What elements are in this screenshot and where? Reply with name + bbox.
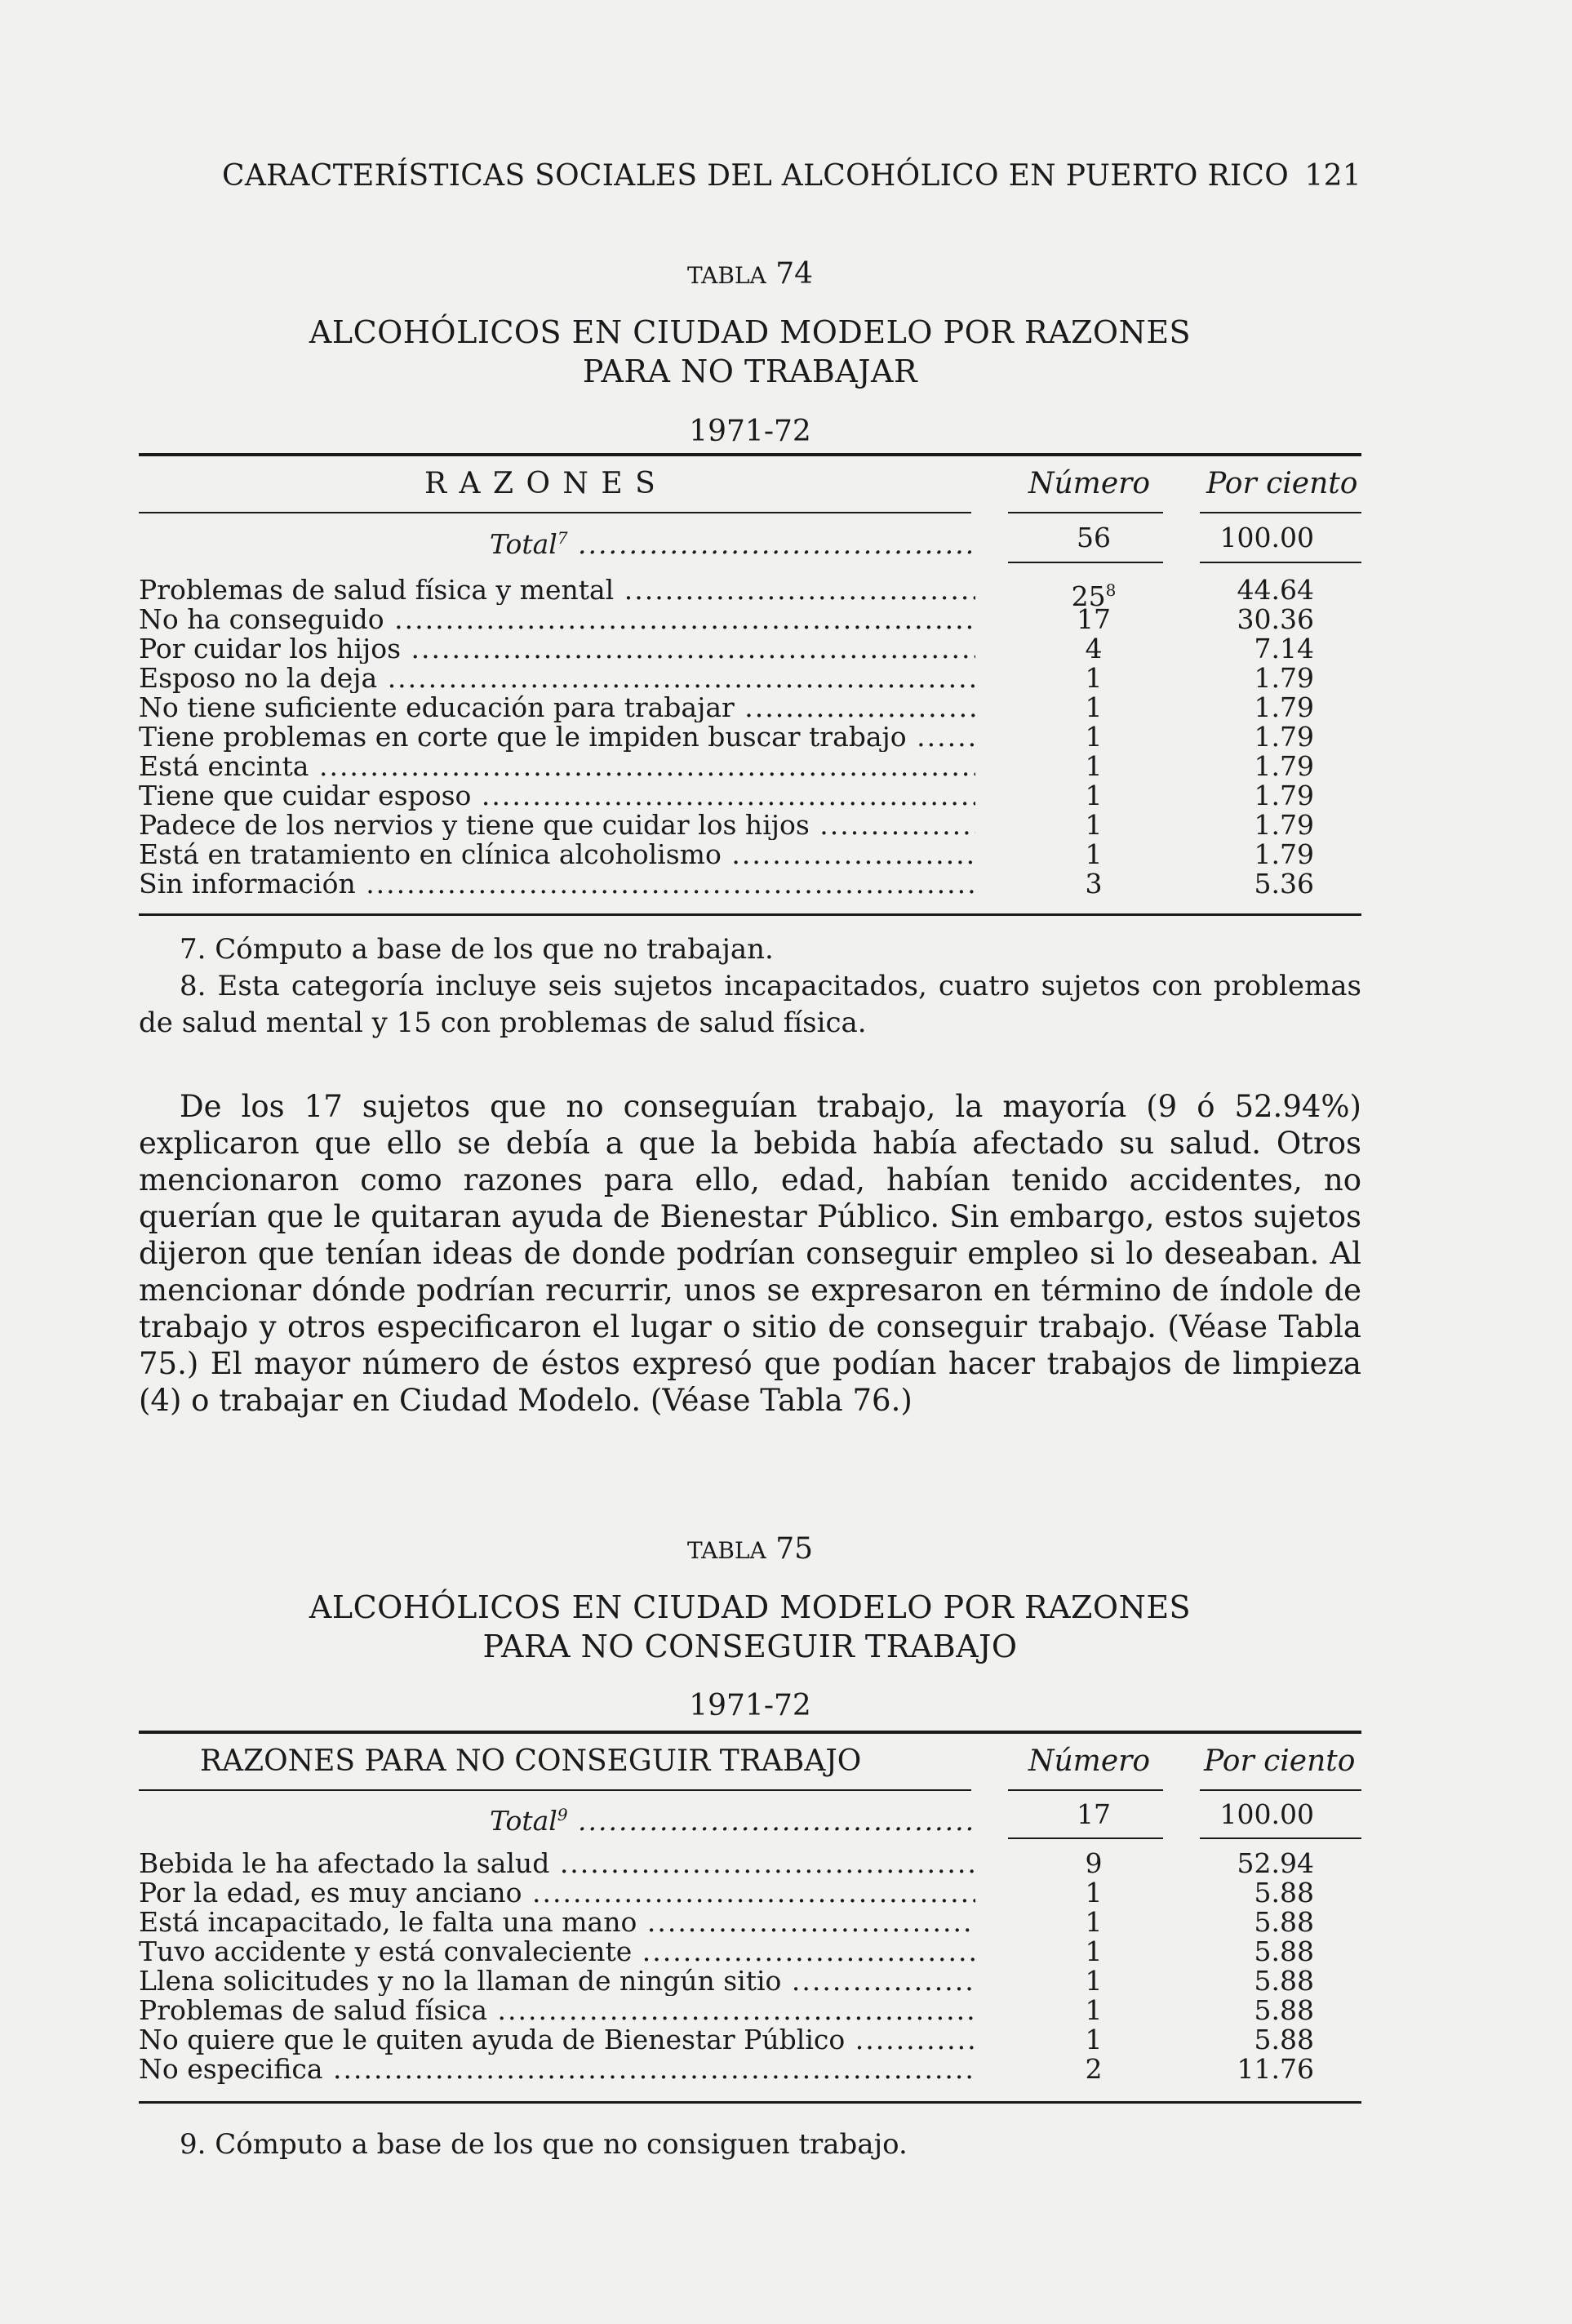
table-year: 1971-72 bbox=[689, 415, 811, 448]
table-row: Tiene que cuidar esposo ..... 1 1.79 bbox=[139, 781, 1361, 811]
rule bbox=[1008, 512, 1163, 513]
rule bbox=[1200, 562, 1361, 563]
column-header-reasons: RAZONES PARA NO CONSEGUIR TRABAJO bbox=[200, 1744, 862, 1778]
footnotes bbox=[139, 2126, 1361, 2163]
table-row: No tiene suficiente educación para trabajar ..... 1 1.79 bbox=[139, 693, 1361, 722]
table-title-line-2: PARA NO CONSEGUIR TRABAJO bbox=[482, 1629, 1018, 1664]
rule bbox=[1200, 1837, 1361, 1839]
column-header-reasons: R A Z O N E S bbox=[424, 467, 657, 500]
table-row: Bebida le ha afectado la salud ..... 9 52.94 bbox=[139, 1849, 1361, 1878]
column-header-number: Número bbox=[1028, 1744, 1151, 1778]
table-row: No quiere que le quiten ayuda de Bienestar Público ..... 1 5.88 bbox=[139, 2025, 1361, 2055]
total-row: Total$^9$ ..... 17 100.00 bbox=[139, 1800, 1361, 1829]
table-year: 1971-72 bbox=[689, 1689, 811, 1722]
table-label: TABLA 74 bbox=[686, 257, 814, 291]
footnote-9: 9. Cómputo a base de los que no consiguen trabajo. bbox=[180, 2128, 908, 2161]
table-row: Problemas de salud física ..... 1 5.88 bbox=[139, 1996, 1361, 2025]
table-row: No especifica ..... 2 11.76 bbox=[139, 2055, 1361, 2084]
table-row: Está en tratamiento en clínica alcoholismo ..... 1 1.79 bbox=[139, 840, 1361, 869]
rule bbox=[1008, 1837, 1163, 1839]
table-row: Llena solicitudes y no la llaman de ningún sitio ..... 1 5.88 bbox=[139, 1966, 1361, 1996]
footnotes bbox=[139, 931, 1361, 1042]
table-row: Tuvo accidente y está convaleciente ..... 1 5.88 bbox=[139, 1937, 1361, 1966]
rule bbox=[1200, 1789, 1361, 1791]
table-label: TABLA 75 bbox=[686, 1532, 814, 1566]
footnote-8: 8. Esta categoría incluye seis sujetos incapacitados, cuatro sujetos con problemas de salud mental y 15 con problemas de salud física. bbox=[139, 970, 1361, 1039]
paragraph: De los 17 sujetos que no conseguían trabajo, la mayoría (9 ó 52.94%) explicaron que ello se debía a que la bebida había afectado su salud. Otros mencionaron como razones para ello, edad, habían tenido accidentes, no querían que le quitaran ayuda de Bienestar Público. Sin embargo, estos sujetos dijeron que tenían ideas de donde podrían conseguir empleo si lo deseaban. Al mencionar dónde podrían recurrir, unos se expresaron en término de índole de trabajo y otros especificaron el lugar o sitio de conseguir trabajo. (Véase Tabla 75.) El mayor número de éstos expresó que podían hacer trabajos de limpieza (4) o trabajar en Ciudad Modelo. (Véase Tabla 76.) bbox=[139, 1089, 1361, 1418]
table-row: Por la edad, es muy anciano ..... 1 5.88 bbox=[139, 1878, 1361, 1908]
table-title-line-1: ALCOHÓLICOS EN CIUDAD MODELO POR RAZONES bbox=[309, 314, 1192, 350]
table-title-line-1: ALCOHÓLICOS EN CIUDAD MODELO POR RAZONES bbox=[309, 1589, 1192, 1625]
rule bbox=[139, 512, 971, 513]
rule bbox=[1008, 1789, 1163, 1791]
table-title-line-2: PARA NO TRABAJAR bbox=[582, 353, 918, 389]
table-row: Está incapacitado, le falta una mano ..... 1 5.88 bbox=[139, 1908, 1361, 1937]
column-header-number: Número bbox=[1028, 467, 1151, 500]
top-rule bbox=[139, 1731, 1361, 1734]
total-row: Total$^7$ ..... 56 100.00 bbox=[139, 523, 1361, 553]
table-row: No ha conseguido ..... 17 30.36 bbox=[139, 605, 1361, 634]
rule bbox=[139, 1789, 971, 1791]
footnote-7: 7. Cómputo a base de los que no trabajan. bbox=[180, 933, 774, 966]
rule bbox=[1200, 512, 1361, 513]
table-row: Tiene problemas en corte que le impiden buscar trabajo ..... 1 1.79 bbox=[139, 722, 1361, 752]
table-row: Problemas de salud física y mental ..... $25^8$ 44.64 bbox=[139, 575, 1361, 605]
running-title: CARACTERÍSTICAS SOCIALES DEL ALCOHÓLICO EN PUERTO RICO bbox=[222, 159, 1290, 193]
bottom-rule bbox=[139, 913, 1361, 916]
column-header-percent: Por ciento bbox=[1206, 467, 1358, 500]
table-title bbox=[139, 1588, 1361, 1666]
table-row: Padece de los nervios y tiene que cuidar los hijos ..... 1 1.79 bbox=[139, 811, 1361, 840]
column-header-percent: Por ciento bbox=[1204, 1744, 1356, 1778]
table-row: Por cuidar los hijos ..... 4 7.14 bbox=[139, 634, 1361, 664]
top-rule bbox=[139, 453, 1361, 456]
page-number: 121 bbox=[1304, 159, 1361, 193]
running-head bbox=[222, 159, 1361, 193]
table-row: Está encinta ..... 1 1.79 bbox=[139, 752, 1361, 781]
bottom-rule bbox=[139, 2101, 1361, 2104]
table-title bbox=[139, 313, 1361, 391]
rule bbox=[1008, 562, 1163, 563]
table-row: Esposo no la deja ..... 1 1.79 bbox=[139, 664, 1361, 693]
table-row: Sin información ..... 3 5.36 bbox=[139, 869, 1361, 899]
